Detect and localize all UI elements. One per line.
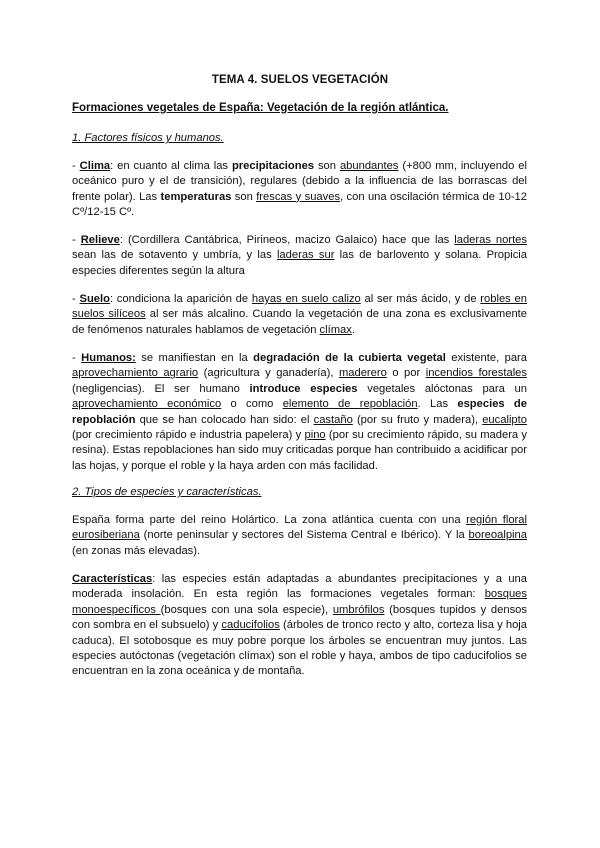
keyword-clima: Clima (79, 160, 111, 172)
section-1-heading: 1. Factores físicos y humanos. (72, 132, 224, 144)
document-subtitle: Formaciones vegetales de España: Vegetación de la región atlántica. (72, 102, 449, 114)
paragraph-relieve: - Relieve: (Cordillera Cantábrica, Pirineos, macizo Galaico) hace que las laderas nortes sean las de sotavento y umbría, y las laderas sur las de barlovento y solana. Propicia especies diferentes según la altura (72, 234, 527, 277)
keyword-humanos: Humanos: (81, 352, 136, 364)
section-2-heading: 2. Tipos de especies y características. (72, 486, 262, 498)
paragraph-suelo: - Suelo: condiciona la aparición de hayas en suelo calizo al ser más ácido, y de robles en suelos silíceos al ser más alcalino. Cuando la vegetación de una zona es exclusivamente de fenómenos naturales hablamos de vegetación clímax. (72, 293, 527, 336)
document-title: TEMA 4. SUELOS VEGETACIÓN (211, 74, 389, 86)
paragraph-intro: España forma parte del reino Holártico. La zona atlántica cuenta con una región floral eurosiberiana (norte peninsular y sectores del Sistema Central e Ibérico). Y la boreoalpina (en zonas más elevadas). (72, 514, 527, 557)
keyword-caracteristicas: Características (72, 573, 153, 585)
paragraph-caracteristicas: Características: las especies están adaptadas a abundantes precipitaciones y a una moderada insolación. En esta región las formaciones vegetales forman: bosques monoespecíficos (bosques con una sola especie), umbrófilos (bosques tupidos y densos con sombra en el subsuelo) y caducifolios (árboles de tronco recto y alto, corteza lisa y hoja caduca). El sotobosque es muy pobre porque los árboles se encuentran muy juntos. Las especies autóctonas (vegetación clímax) son el roble y haya, ambos de tipo caducifolios se encuentran en la zona oceánica y de montaña. (72, 573, 527, 678)
keyword-relieve: Relieve (80, 234, 120, 246)
paragraph-clima: - Clima: en cuanto al clima las precipitaciones son abundantes (+800 mm, incluyendo el oceánico puro y el de transición), regulares (debido a la influencia de las borrascas del frente polar). Las temperaturas son frescas y suaves, con una oscilación térmica de 10-12 Cº/12-15 Cº. (72, 160, 527, 219)
keyword-suelo: Suelo (79, 293, 110, 305)
paragraph-humanos: - Humanos: se manifiestan en la degradación de la cubierta vegetal existente, para aprovechamiento agrario (agricultura y ganadería), maderero o por incendios forestales (negligencias). El ser humano introduce especies vegetales alóctonas para un aprovechamiento económico o como elemento de repoblación. Las especies de repoblación que se han colocado han sido: el castaño (por su fruto y madera), eucalipto (por crecimiento rápido e industria papelera) y pino (por su crecimiento rápido, su madera y resina). Estas repoblaciones han sido muy criticadas porque han contribuido a acidificar por las hojas, y porque el roble y la haya arden con más facilidad. (72, 352, 528, 472)
